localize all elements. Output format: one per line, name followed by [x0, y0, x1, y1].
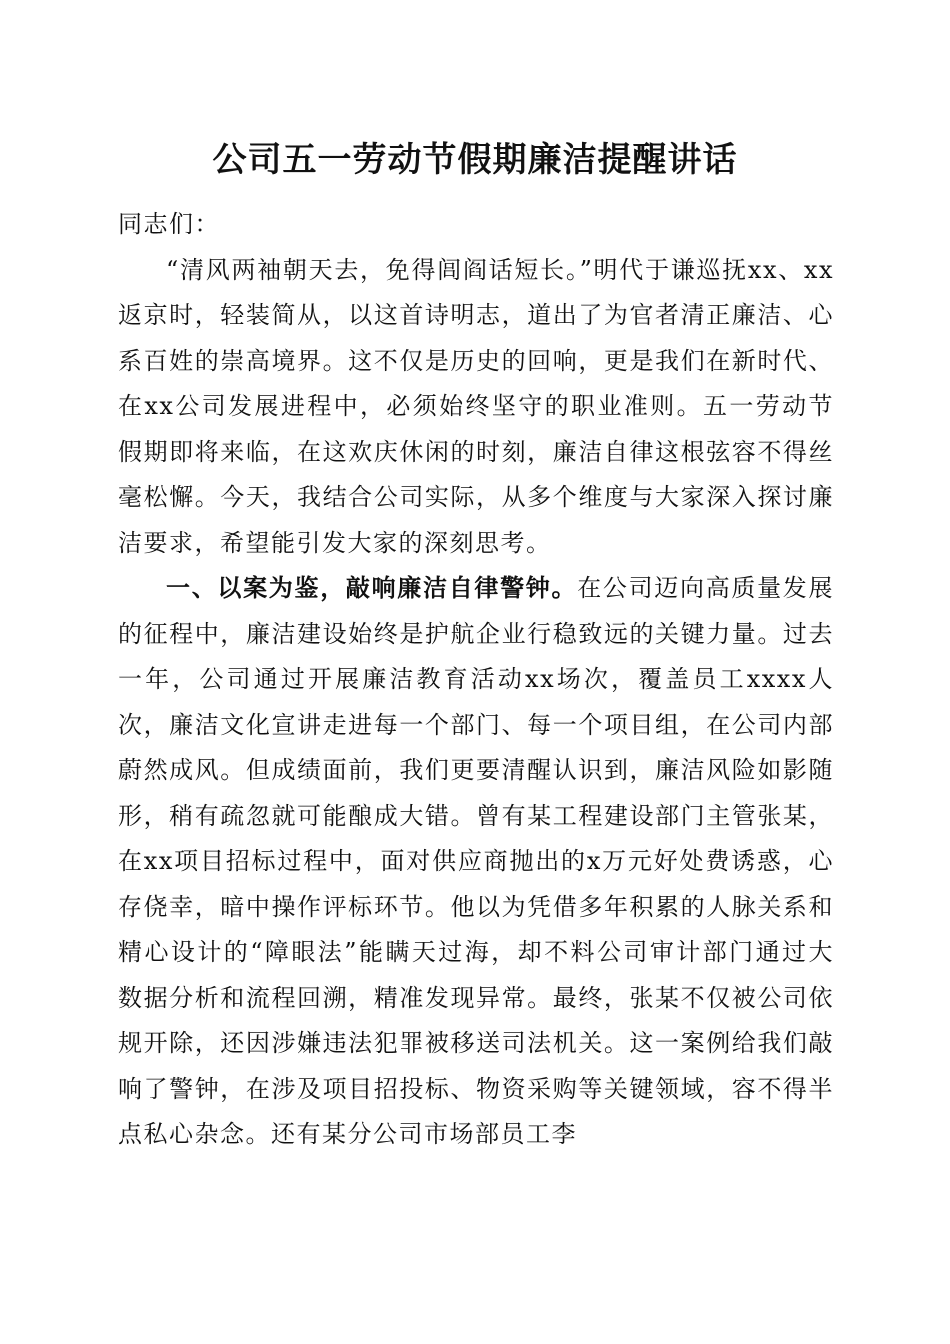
salutation: 同志们：	[118, 210, 220, 238]
document-title: 公司五一劳动节假期廉洁提醒讲话	[212, 140, 738, 180]
paragraph-section-1	[118, 566, 834, 1158]
section-text: 在公司迈向高质量发展的征程中，廉洁建设始终是护航企业行稳致远的关键力量。过去一年，公司通过开展廉洁教育活动xx场次，覆盖员工xxxx人次，廉洁文化宣讲走进每一个部门、每一个项目组，在公司内部蔚然成风。但成绩面前，我们更要清醒认识到，廉洁风险如影随形，稍有疏忽就可能酿成大错。曾有某工程建设部门主管张某，在xx项目招标过程中，面对供应商抛出的x万元好处费诱惑，心存侥幸，暗中操作评标环节。他以为凭借多年积累的人脉关系和精心设计的“障眼法”能瞒天过海，却不料公司审计部门通过大数据分析和流程回溯，精准发现异常。最终，张某不仅被公司依规开除，还因涉嫌违法犯罪被移送司法机关。这一案例给我们敲响了警钟，在涉及项目招投标、物资采购等关键领域，容不得半点私心杂念。还有某分公司市场部员工李	[118, 574, 835, 1148]
section-heading: 一、以案为鉴，敲响廉洁自律警钟。	[166, 574, 578, 602]
paragraph-intro: “清风两袖朝天去，免得闾阎话短长。”明代于谦巡抚xx、xx返京时，轻装简从，以这首诗明志，道出了为官者清正廉洁、心系百姓的崇高境界。这不仅是历史的回响，更是我们在新时代、在xx公司发展进程中，必须始终坚守的职业准则。五一劳动节假期即将来临，在这欢庆休闲的时刻，廉洁自律这根弦容不得丝毫松懈。今天，我结合公司实际，从多个维度与大家深入探讨廉洁要求，希望能引发大家的深刻思考。	[118, 255, 834, 557]
document-body	[118, 202, 834, 1158]
